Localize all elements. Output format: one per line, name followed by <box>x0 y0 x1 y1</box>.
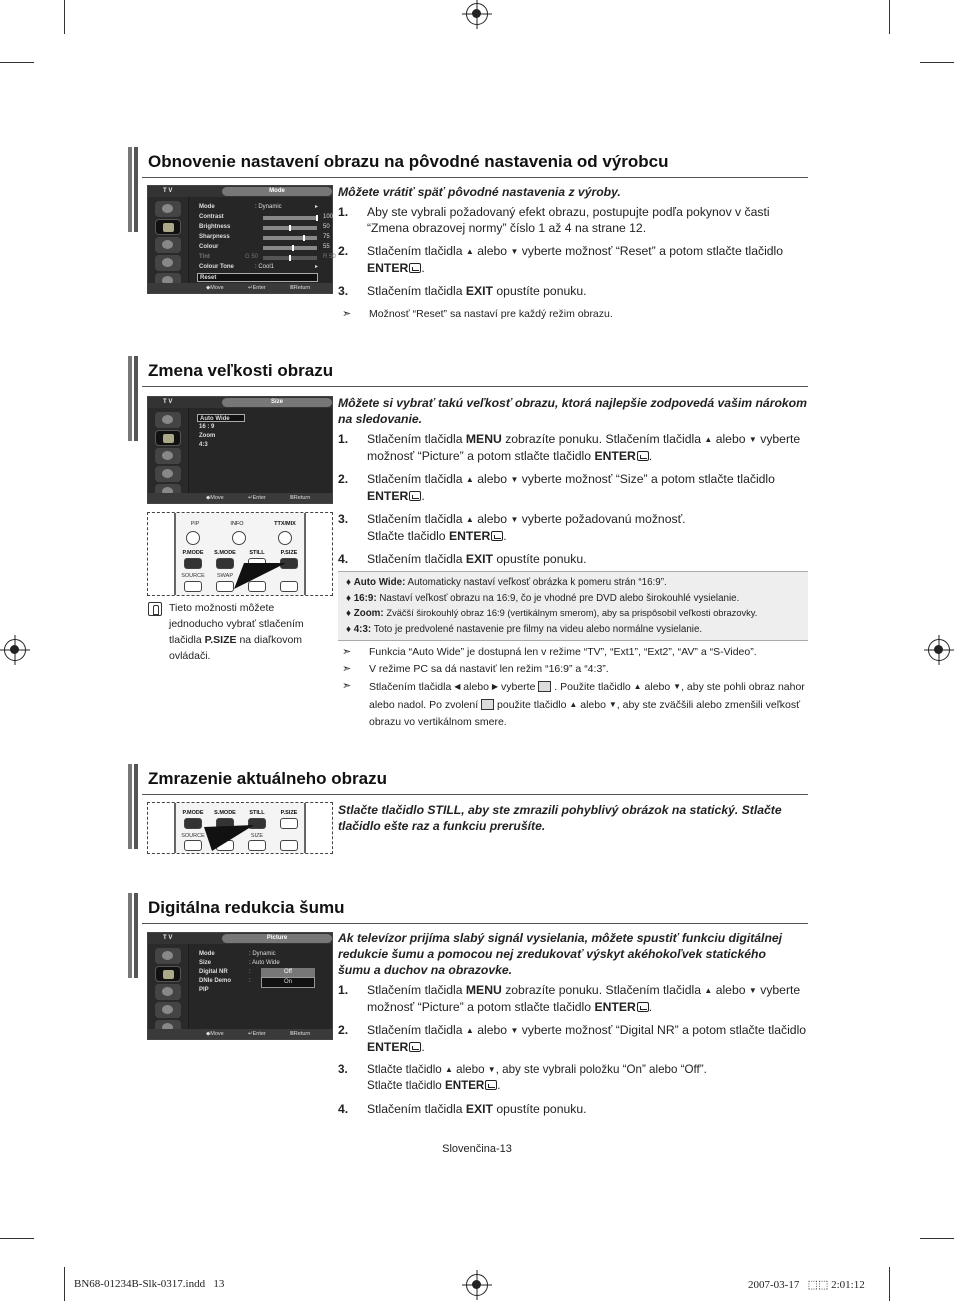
osd-size-item: 16 : 9 <box>199 424 215 430</box>
sound-icon <box>155 448 181 464</box>
osd-footer: ◆ Move ↵ Enter Ⅲ Return <box>148 493 332 503</box>
option-off: Off <box>261 968 315 977</box>
s-mode-button[interactable] <box>216 558 234 569</box>
page-number: Slovenčina-13 <box>442 1143 512 1155</box>
osd-row: Tint G 50 R 50 <box>199 254 336 260</box>
remote-psize <box>147 512 333 596</box>
sound-icon <box>155 237 181 253</box>
osd-footer: ◆ Move ↵ Enter Ⅲ Return <box>148 1029 332 1039</box>
note: ➣ Stlačením tlačidla ◀ alebo ▶ vyberte . Použite tlačidlo ▲ alebo ▼, aby ste pohli obraz nahor alebo nadol. Po zvolení použite tlačidlo ▲ alebo ▼, aby ste zväčšili alebo zmenšili veľkosť obrazu vo vertikálnom smere. <box>342 680 805 728</box>
remote-label: TTX/MIX <box>274 521 296 527</box>
remote-label: PIP <box>190 521 200 527</box>
section-intro: Môžete vrátiť späť pôvodné nastavenia z výroby. <box>338 185 621 199</box>
pointer-icon <box>234 559 290 591</box>
section-bar <box>128 147 142 232</box>
step: 2. Stlačením tlačidla ▲ alebo ▼ vyberte možnosť “Reset” a potom stlačte tlačidlo ENTER . <box>338 244 784 275</box>
section-bar <box>128 356 142 441</box>
step: 3. Stlačením tlačidla EXIT opustíte ponuku. <box>338 284 587 298</box>
section-bar <box>128 893 142 978</box>
up-button[interactable] <box>280 840 298 851</box>
step: 1. Stlačením tlačidla MENU zobrazíte ponuku. Stlačením tlačidla ▲ alebo ▼ vyberte možnosť “Picture” a potom stlačte tlačidlo ENTER . <box>338 432 801 463</box>
p-mode-button[interactable] <box>184 558 202 569</box>
remote-label: SOURCE <box>181 833 205 839</box>
step: 1. Aby ste vybrali požadovaný efekt obrazu, postupujte podľa pokynov v časti “Zmena obrazovej normy” číslo 1 až 4 na strane 12. <box>338 205 770 235</box>
bullet-item: ♦ 4:3: Toto je predvolené nastavenie pre filmy na videu alebo normálne vysielanie. <box>346 623 703 635</box>
crop-mark <box>0 62 34 63</box>
section-dnr <box>128 893 808 923</box>
registration-mark-icon <box>4 639 26 661</box>
osd-row-selected: Reset <box>197 273 318 282</box>
osd-row: Colour 55 <box>199 244 330 250</box>
section-intro: Stlačte tlačidlo STILL, aby ste zmrazili pohyblivý obrázok na statický. Stlačte tlačidlo ešte raz a funkciu prerušíte. <box>338 803 782 833</box>
step: 4. Stlačením tlačidla EXIT opustíte ponuku. <box>338 552 587 566</box>
remote-label: P.SIZE <box>280 810 298 816</box>
info-button[interactable] <box>232 531 246 545</box>
file-slug: BN68-01234B-Slk-0317.indd 13 <box>74 1278 225 1290</box>
section-reset <box>128 147 808 177</box>
osd-row: Brightness 50 <box>199 224 330 230</box>
section-rule <box>142 386 808 387</box>
remote-label: S.MODE <box>214 550 236 556</box>
pointer-icon <box>204 819 260 853</box>
source-button[interactable] <box>184 581 202 592</box>
bullet-item: ♦ 16:9: Nastaví veľkosť obrazu na 16:9, čo je vhodné pre DVD alebo širokouhlé vysielanie. <box>346 592 740 604</box>
enter-icon <box>637 451 649 461</box>
crop-mark <box>889 0 890 34</box>
osd-tv-label: T V <box>163 188 173 194</box>
osd-row: Mode : Dynamic <box>199 951 276 957</box>
remote-label: SIZE <box>250 833 264 839</box>
position-icon <box>538 681 551 692</box>
section-title: Zmena veľkosti obrazu <box>148 361 334 380</box>
remote-label: SOURCE <box>181 573 205 579</box>
step: 1. Stlačením tlačidla MENU zobrazíte ponuku. Stlačením tlačidla ▲ alebo ▼ vyberte možnosť “Picture” a potom stlačte tlačidlo ENTER . <box>338 983 801 1014</box>
dnr-text <box>338 930 808 1124</box>
section-intro: Ak televízor prijíma slabý signál vysielania, môžete spustiť funkciu digitálnej redukcie šumu a pomocou nej zredukovať výskyt akéhokoľvek statického šumu a duchov na obrazovke. <box>338 931 783 977</box>
step: 3. Stlačte tlačidlo ▲ alebo ▼, aby ste vybrali položku “On” alebo “Off”. Stlačte tlačidlo ENTER . <box>338 1063 707 1092</box>
osd-row: Sharpness 75 <box>199 234 330 240</box>
crop-mark <box>889 1267 890 1301</box>
zoom-icon <box>481 699 494 710</box>
osd-size-item-selected: Auto Wide <box>197 414 245 422</box>
enter-icon <box>637 1002 649 1012</box>
remote-label: STILL <box>249 550 265 556</box>
tip: Tieto možnosti môžete jednoducho vybrať stlačením tlačidla P.SIZE na diaľkovom ovládači. <box>148 600 328 664</box>
section-title: Obnovenie nastavení obrazu na pôvodné nastavenia od výrobcu <box>148 152 669 171</box>
note: ➣ V režime PC sa dá nastaviť len režim “16:9” a “4:3”. <box>342 663 609 675</box>
note: ➣ Možnosť “Reset” sa nastaví pre každý režim obrazu. <box>342 308 613 320</box>
osd-side-icons <box>148 944 188 1029</box>
option-on: On <box>261 977 315 988</box>
size-text <box>338 395 808 574</box>
swap-button[interactable] <box>216 581 234 592</box>
osd-row: PIP <box>199 987 209 993</box>
remote-label: SWAP <box>217 573 233 579</box>
osd-tv-label: T V <box>163 399 173 405</box>
step: 2. Stlačením tlačidla ▲ alebo ▼ vyberte možnosť “Digital NR” a potom stlačte tlačidlo ENTER . <box>338 1023 807 1054</box>
source-button[interactable] <box>184 840 202 851</box>
size-notes <box>338 644 808 731</box>
channel-icon <box>155 255 181 271</box>
osd-size-menu <box>147 396 333 504</box>
remote-label: STILL <box>249 810 265 816</box>
osd-size-item: Zoom <box>199 433 216 439</box>
registration-mark-icon <box>466 3 488 25</box>
ttx-mix-button[interactable] <box>278 531 292 545</box>
input-icon <box>155 948 181 964</box>
section-rule <box>142 794 808 795</box>
hand-icon <box>148 602 162 616</box>
remote-still <box>147 802 333 854</box>
crop-mark <box>64 0 65 34</box>
remote-label: P.MODE <box>182 810 204 816</box>
osd-row: Digital NR : Off <box>199 968 328 977</box>
p-size-button[interactable] <box>280 818 298 829</box>
crop-mark <box>920 1238 954 1239</box>
section-title: Zmrazenie aktuálneho obrazu <box>148 769 387 788</box>
osd-tv-label: T V <box>163 935 173 941</box>
osd-mode-menu <box>147 185 336 294</box>
section-size <box>128 356 808 386</box>
picture-icon <box>155 430 181 446</box>
reset-text <box>338 184 808 323</box>
osd-tab: Size <box>222 398 332 407</box>
osd-row: Mode : Dynamic ▸ <box>199 204 319 210</box>
input-icon <box>155 412 181 428</box>
channel-icon <box>155 466 181 482</box>
remote-label: P.SIZE <box>280 550 298 556</box>
section-title: Digitálna redukcia šumu <box>148 898 345 917</box>
still-text <box>338 802 808 838</box>
input-icon <box>155 201 181 217</box>
crop-mark <box>64 1267 65 1301</box>
osd-side-icons <box>148 408 188 493</box>
osd-side-icons <box>148 197 188 283</box>
date-slug: 2007-03-17 ⬚⬚ 2:01:12 <box>748 1279 865 1291</box>
osd-footer: ◆ Move ↵ Enter Ⅲ Return <box>148 283 332 293</box>
crop-mark <box>0 1238 34 1239</box>
bullet-item: ♦ Auto Wide: Automaticky nastaví veľkosť obrázka k pomeru strán “16:9”. <box>346 577 667 588</box>
osd-row: Contrast 100 <box>199 214 334 220</box>
sound-icon <box>155 984 181 1000</box>
enter-icon <box>485 1080 497 1090</box>
remote-label: INFO <box>230 521 244 527</box>
p-mode-button[interactable] <box>184 818 202 829</box>
step: 2. Stlačením tlačidla ▲ alebo ▼ vyberte možnosť “Size” a potom stlačte tlačidlo ENTER . <box>338 472 775 503</box>
osd-tab: Picture <box>222 934 332 943</box>
section-still <box>128 764 808 794</box>
remote-label: P.MODE <box>182 550 204 556</box>
osd-row: Size : Auto Wide <box>199 960 280 966</box>
section-intro: Môžete si vybrať takú veľkosť obrazu, ktorá najlepšie zodpovedá vašim nárokom na sledovanie. <box>338 396 807 426</box>
osd-row: DNIe Demo : On <box>199 977 328 986</box>
enter-icon <box>409 263 421 273</box>
registration-mark-icon <box>928 639 950 661</box>
enter-icon <box>409 1042 421 1052</box>
osd-tab: Mode <box>222 187 332 196</box>
registration-mark-icon <box>466 1274 488 1296</box>
channel-icon <box>155 1002 181 1018</box>
remote-label: S.MODE <box>214 810 236 816</box>
crop-mark <box>920 62 954 63</box>
osd-size-item: 4:3 <box>199 442 208 448</box>
note: ➣ Funkcia “Auto Wide” je dostupná len v režime “TV”, “Ext1”, “Ext2”, “AV” a “S-Video”. <box>342 646 757 658</box>
osd-picture-menu <box>147 932 333 1040</box>
picture-icon <box>155 966 181 982</box>
enter-icon <box>409 491 421 501</box>
step: 3. Stlačením tlačidla ▲ alebo ▼ vyberte požadovanú možnosť. Stlačte tlačidlo ENTER . <box>338 512 686 543</box>
picture-icon <box>155 219 181 235</box>
section-rule <box>142 177 808 178</box>
section-rule <box>142 923 808 924</box>
osd-row: Colour Tone : Cool1 ▸ <box>199 264 319 270</box>
pip-button[interactable] <box>186 531 200 545</box>
enter-icon <box>491 531 503 541</box>
bullet-item: ♦ Zoom: Zväčší širokouhlý obraz 16:9 (vertikálnym smerom), aby sa prispôsobil veľkosti obrazovky. <box>346 608 758 619</box>
section-bar <box>128 764 142 849</box>
size-options-box <box>338 571 808 641</box>
step: 4. Stlačením tlačidla EXIT opustíte ponuku. <box>338 1102 587 1116</box>
